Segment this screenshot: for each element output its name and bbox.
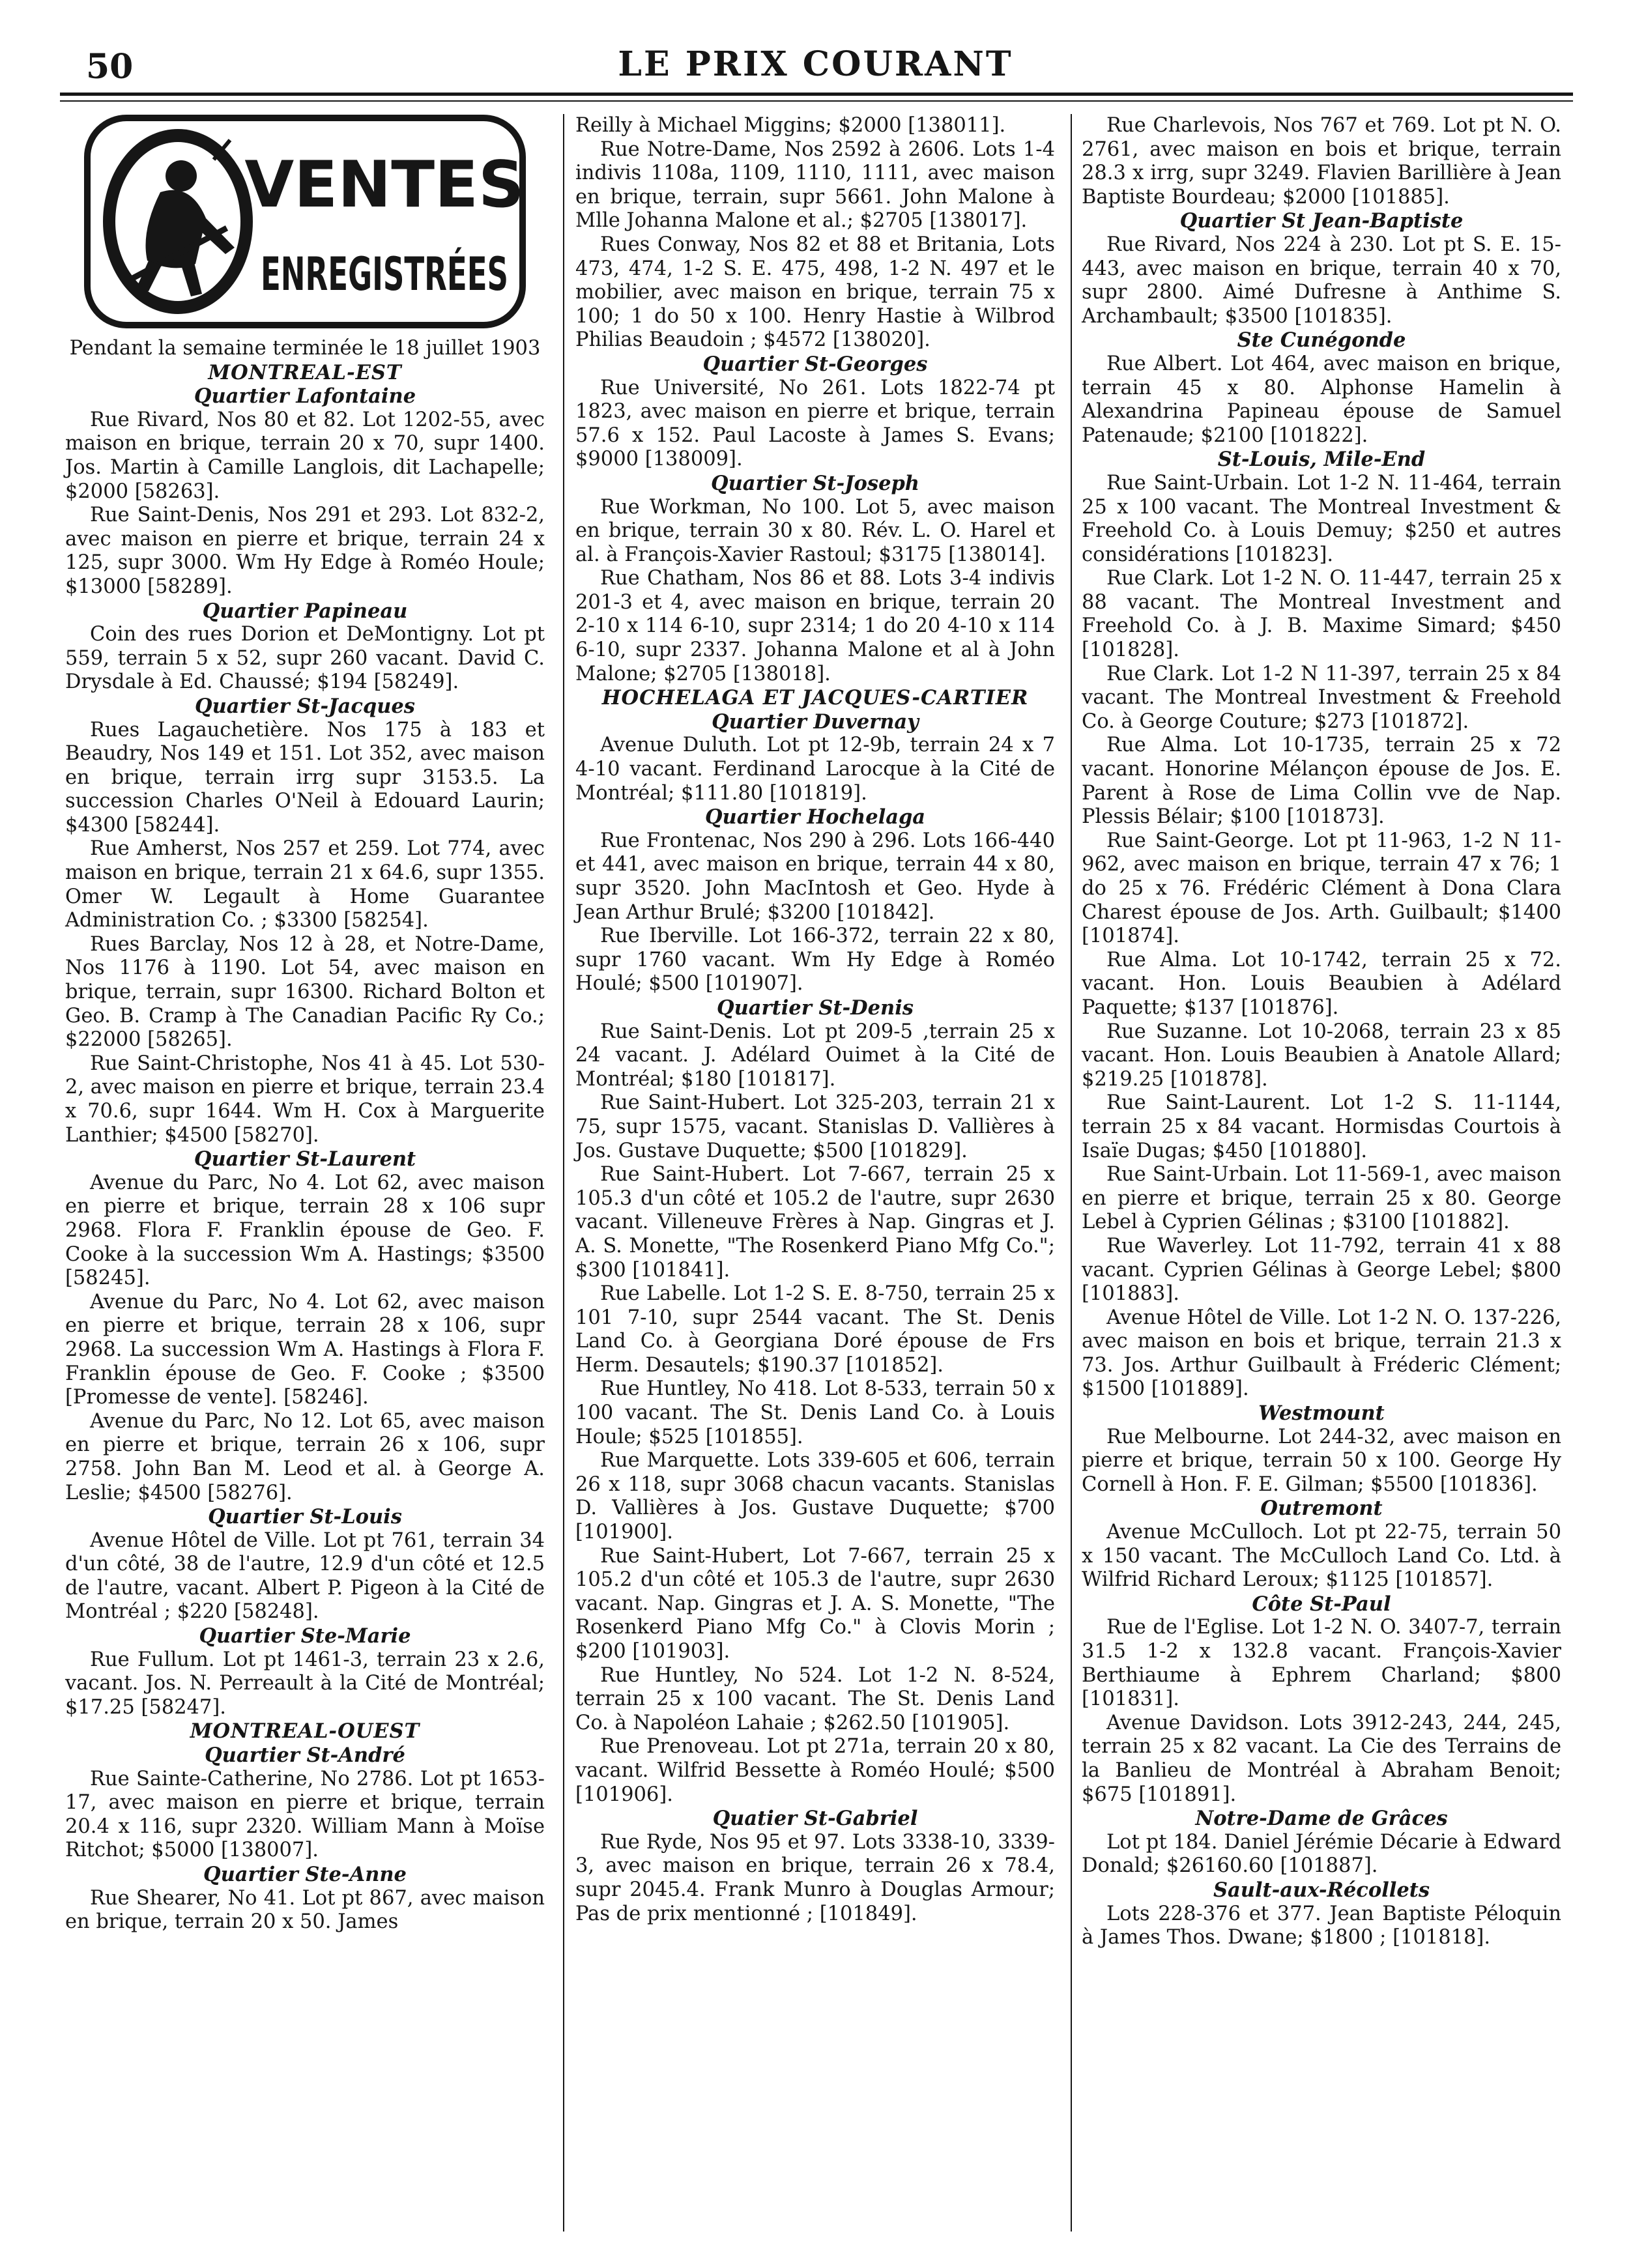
district-heading: Quartier Duvernay bbox=[712, 710, 919, 734]
district-heading: Quartier St-Joseph bbox=[711, 471, 919, 495]
sale-entry: Avenue Hôtel de Ville. Lot 1-2 N. O. 137-226, avec maison en bois et brique, terrain 21.3 x 73. Jos. Arthur Guilbault à Fréderic Clément; $1500 [101889]. bbox=[1082, 1306, 1561, 1401]
sale-entry: Rue Albert. Lot 464, avec maison en brique, terrain 45 x 80. Alphonse Hamelin à Alexandrina Papineau épouse de Samuel Patenaude; $2100 [101822]. bbox=[1082, 352, 1561, 447]
week-caption: Pendant la semaine terminée le 18 juillet 1903 bbox=[69, 337, 541, 360]
sale-entry: Rue Saint-Urbain. Lot 1-2 N. 11-464, terrain 25 x 100 vacant. The Montreal Investment & Freehold Co. à Louis Demuy; $250 et autres considérations [101823]. bbox=[1082, 471, 1561, 566]
sale-entry: Lots 228-376 et 377. Jean Baptiste Péloquin à James Thos. Dwane; $1800 ; [101818]. bbox=[1082, 1902, 1561, 1949]
column-3-entries bbox=[1082, 114, 1561, 1950]
sale-entry: Avenue du Parc, No 4. Lot 62, avec maison en pierre et brique, terrain 28 x 106, supr 2968. La succession Wm A. Hastings à Flora F. Franklin épouse de Geo. F. Cooke ; $3500 [Promesse de vente]. [58246]. bbox=[65, 1290, 545, 1409]
sale-entry: Rue Prenoveau. Lot pt 271a, terrain 20 x 80, vacant. Wilfrid Bessette à Roméo Houlé; $500 [101906]. bbox=[575, 1735, 1055, 1806]
district-heading: Ste Cunégonde bbox=[1237, 328, 1406, 352]
column-3 bbox=[1082, 114, 1561, 2235]
district-heading: Sault-aux-Récollets bbox=[1213, 1878, 1430, 1902]
column-2 bbox=[575, 114, 1055, 2235]
sale-entry: Rue Sainte-Catherine, No 2786. Lot pt 1653-17, avec maison en pierre et brique, terrain 20.4 x 116, supr 2320. William Mann à Moïse Ritchot; $5000 [138007]. bbox=[65, 1767, 545, 1862]
sale-entry: Rue Alma. Lot 10-1742, terrain 25 x 72. vacant. Hon. Louis Beaubien à Adélard Paquette; $137 [101876]. bbox=[1082, 948, 1561, 1019]
sale-entry: Lot pt 184. Daniel Jérémie Décarie à Edward Donald; $26160.60 [101887]. bbox=[1082, 1830, 1561, 1878]
sale-entry: Rue Huntley, No 418. Lot 8-533, terrain 50 x 100 vacant. The St. Denis Land Co. à Louis Houle; $525 [101855]. bbox=[575, 1377, 1055, 1448]
district-heading: Quartier Hochelaga bbox=[704, 805, 926, 829]
sale-entry: Rue Rivard, Nos 224 à 230. Lot pt S. E. 15-443, avec maison en brique, terrain 40 x 70, supr 2800. Aimé Dufresne à Anthime S. Archambault; $3500 [101835]. bbox=[1082, 233, 1561, 328]
column-1 bbox=[65, 114, 545, 2235]
district-heading: Quartier St-Jacques bbox=[195, 694, 415, 718]
sale-entry: Rue Shearer, No 41. Lot pt 867, avec maison en brique, terrain 20 x 50. James bbox=[65, 1886, 545, 1934]
district-heading: Westmount bbox=[1258, 1401, 1385, 1426]
sale-entry: Rue Fullum. Lot pt 1461-3, terrain 23 x 2.6, vacant. Jos. N. Perreault à la Cité de Montréal; $17.25 [58247]. bbox=[65, 1648, 545, 1719]
sale-entry: Rue Clark. Lot 1-2 N 11-397, terrain 25 x 84 vacant. The Montreal Investment & Freehold Co. à George Couture; $273 [101872]. bbox=[1082, 662, 1561, 733]
sale-entry: Rue Saint-Hubert. Lot 7-667, terrain 25 x 105.3 d'un côté et 105.2 de l'autre, supr 2630 vacant. Villeneuve Frères à Nap. Gingras et J. A. S. Monette, "The Rosenkerd Piano Mfg Co."; $300 [101841]. bbox=[575, 1163, 1055, 1282]
sale-entry: Coin des rues Dorion et DeMontigny. Lot pt 559, terrain 5 x 52, supr 260 vacant. David C. Drysdale à Ed. Chaussé; $194 [58249]. bbox=[65, 623, 545, 694]
district-heading: Quartier St-Denis bbox=[717, 996, 914, 1020]
sale-entry: Rue Université, No 261. Lots 1822-74 pt 1823, avec maison en pierre et brique, terrain 57.6 x 152. Paul Lacoste à James S. Evans; $9000 [138009]. bbox=[575, 376, 1055, 471]
section-heading: HOCHELAGA ET JACQUES-CARTIER bbox=[601, 686, 1029, 710]
district-heading: Quartier Lafontaine bbox=[194, 384, 416, 409]
sale-entry: Rue Amherst, Nos 257 et 259. Lot 774, avec maison en brique, terrain 21 x 64.6, supr 1355. Omer W. Legault à Home Guarantee Administration Co. ; $3300 [58254]. bbox=[65, 837, 545, 932]
sale-entry: Rue Frontenac, Nos 290 à 296. Lots 166-440 et 441, avec maison en brique, terrain 44 x 80, supr 3520. John MacIntosh et Geo. Hyde à Jean Arthur Brulé; $3200 [101842]. bbox=[575, 829, 1055, 924]
sale-entry: Rue Notre-Dame, Nos 2592 à 2606. Lots 1-4 indivis 1108a, 1109, 1110, 1111, avec maison en brique, terrain, supr 5661. John Malone à Mlle Johanna Malone et al.; $2705 [138017]. bbox=[575, 137, 1055, 233]
sale-entry: Rue Saint-Hubert. Lot 325-203, terrain 21 x 75, supr 1575, vacant. Stanislas D. Vallières à Jos. Gustave Duquette; $500 [101829]. bbox=[575, 1091, 1055, 1162]
sale-entry: Rue Saint-Laurent. Lot 1-2 S. 11-1144, terrain 25 x 84 vacant. Hormisdas Courtois à Isaïe Dugas; $450 [101880]. bbox=[1082, 1091, 1561, 1162]
sale-entry: Avenue Hôtel de Ville. Lot pt 761, terrain 34 d'un côté, 38 de l'autre, 12.9 d'un côté et 12.5 de l'autre, vacant. Albert P. Pigeon à la Cité de Montréal ; $220 [58248]. bbox=[65, 1529, 545, 1624]
column-separator bbox=[563, 114, 564, 2232]
sale-entry: Rue Clark. Lot 1-2 N. O. 11-447, terrain 25 x 88 vacant. The Montreal Investment and Freehold Co. à J. B. Maxime Simard; $450 [101828]. bbox=[1082, 567, 1561, 662]
sale-entry: Rue Charlevois, Nos 767 et 769. Lot pt N. O. 2761, avec maison en bois et brique, terrain 28.3 x irrg, supr 3249. Flavien Barillière à Jean Baptiste Bourdeau; $2000 [101885]. bbox=[1082, 114, 1561, 208]
page-title: LE PRIX COURANT bbox=[618, 44, 1013, 84]
section-heading: MONTREAL-OUEST bbox=[190, 1719, 420, 1744]
column-1-entries bbox=[65, 361, 545, 1934]
sale-entry: Rue Melbourne. Lot 244-32, avec maison en pierre et brique, terrain 50 x 100. George Hy Cornell à Hon. F. E. Gilman; $5500 [101836]. bbox=[1082, 1425, 1561, 1496]
sale-entry: Rue Alma. Lot 10-1735, terrain 25 x 72 vacant. Honorine Mélançon épouse de Jos. E. Parent à Rose de Lima Collin vve de Nap. Plessis Bélair; $100 [101873]. bbox=[1082, 734, 1561, 829]
sale-entry: Rue Suzanne. Lot 10-2068, terrain 23 x 85 vacant. Hon. Louis Beaubien à Anatole Allard; $219.25 [101878]. bbox=[1082, 1020, 1561, 1091]
ventes-enregistrees-logo bbox=[83, 114, 527, 329]
sale-entry: Rue Labelle. Lot 1-2 S. E. 8-750, terrain 25 x 101 7-10, supr 2544 vacant. The St. Denis Land Co. à Georgiana Doré épouse de Frs Herm. Desautels; $190.37 [101852]. bbox=[575, 1282, 1055, 1377]
page-number: 50 bbox=[86, 47, 134, 87]
district-heading: Côte St-Paul bbox=[1252, 1592, 1391, 1616]
district-heading: Quatier St-Gabriel bbox=[712, 1807, 918, 1831]
sale-entry: Rue Chatham, Nos 86 et 88. Lots 3-4 indivis 201-3 et 4, avec maison en brique, terrain 20 2-10 x 114 6-10, supr 2314; 1 do 20 4-10 x 114 6-10, supr 2337. Johanna Malone et al à John Malone; $2705 [138018]. bbox=[575, 567, 1055, 685]
sale-entry: Avenue McCulloch. Lot pt 22-75, terrain 50 x 150 vacant. The McCulloch Land Co. Ltd. à Wilfrid Richard Leroux; $1125 [101857]. bbox=[1082, 1521, 1561, 1592]
logo-graphic bbox=[83, 114, 527, 329]
sale-entry: Rue Workman, No 100. Lot 5, avec maison en brique, terrain 30 x 80. Rév. L. O. Harel et al. à François-Xavier Rastoul; $3175 [138014]. bbox=[575, 495, 1055, 566]
sale-entry: Rue Marquette. Lots 339-605 et 606, terrain 26 x 118, supr 3068 chacun vacants. Stanislas D. Vallières à Jos. Gustave Duquette; $700 [101900]. bbox=[575, 1449, 1055, 1544]
sale-entry-continued: Reilly à Michael Miggins; $2000 [138011]. bbox=[575, 114, 1006, 137]
sale-entry: Rue Saint-Christophe, Nos 41 à 45. Lot 530-2, avec maison en pierre et brique, terrain 23.4 x 70.6, supr 1644. Wm H. Cox à Marguerite Lanthier; $4500 [58270]. bbox=[65, 1052, 545, 1147]
district-heading: Notre-Dame de Grâces bbox=[1195, 1807, 1448, 1831]
sale-entry: Rue Saint-George. Lot pt 11-963, 1-2 N 11-962, avec maison en brique, terrain 47 x 76; 1 do 25 x 76. Frédéric Clément à Dona Clara Charest épouse de Jos. Arth. Guilbault; $1400 [101874]. bbox=[1082, 829, 1561, 948]
sale-entry: Avenue Duluth. Lot pt 12-9b, terrain 24 x 7 4-10 vacant. Ferdinand Larocque à la Cité de Montréal; $111.80 [101819]. bbox=[575, 734, 1055, 805]
district-heading: Quartier Papineau bbox=[202, 599, 408, 623]
sale-entry: Rues Barclay, Nos 12 à 28, et Notre-Dame, Nos 1176 à 1190. Lot 54, avec maison en brique, terrain, supr 16300. Richard Bolton et Geo. B. Cramp à The Canadian Pacific Ry Co.; $22000 [58265]. bbox=[65, 932, 545, 1052]
section-heading: MONTREAL-EST bbox=[208, 360, 402, 384]
header-rule bbox=[60, 93, 1573, 96]
district-heading: St-Louis, Mile-End bbox=[1217, 448, 1426, 472]
column-2-entries bbox=[575, 114, 1055, 1926]
sale-entry: Rue Saint-Denis. Lot pt 209-5 ,terrain 25 x 24 vacant. J. Adélard Ouimet à la Cité de Montréal; $180 [101817]. bbox=[575, 1020, 1055, 1091]
column-separator bbox=[1071, 114, 1072, 2232]
header-rule-thin bbox=[60, 100, 1573, 102]
district-heading: Quartier Ste-Marie bbox=[199, 1624, 411, 1648]
sale-entry: Rue Saint-Denis, Nos 291 et 293. Lot 832-2, avec maison en pierre et brique, terrain 24 x 125, supr 3000. Wm Hy Edge à Roméo Houle; $13000 [58289]. bbox=[65, 504, 545, 598]
sale-entry: Avenue du Parc, No 4. Lot 62, avec maison en pierre et brique, terrain 28 x 106 supr 2968. Flora F. Franklin épouse de Geo. F. Cooke à la succession Wm A. Hastings; $3500 [58245]. bbox=[65, 1171, 545, 1290]
district-heading: Quartier St-Laurent bbox=[194, 1147, 416, 1171]
sale-entry: Rues Conway, Nos 82 et 88 et Britania, Lots 473, 474, 1-2 S. E. 475, 498, 1-2 N. 497 et le mobilier, avec maison en brique, terrain 75 x 100; 1 do 50 x 100. Henry Hastie à Wilbrod Philias Beaudoin ; $4572 [138020]. bbox=[575, 233, 1055, 352]
sale-entry: Rue Waverley. Lot 11-792, terrain 41 x 88 vacant. Cyprien Gélinas à George Lebel; $800 [101883]. bbox=[1082, 1234, 1561, 1306]
sale-entry: Rues Lagauchetière. Nos 175 à 183 et Beaudry, Nos 149 et 151. Lot 352, avec maison en brique, terrain irrg supr 3153.5. La succession Charles O'Neil à Edouard Laurin; $4300 [58244]. bbox=[65, 718, 545, 837]
logo-text-ventes: VENTES bbox=[244, 148, 525, 222]
district-heading: Quartier St-Louis bbox=[208, 1505, 402, 1529]
district-heading: Quartier Ste-Anne bbox=[203, 1863, 407, 1886]
district-heading: Quartier St Jean-Baptiste bbox=[1179, 209, 1464, 233]
sale-entry: Avenue du Parc, No 12. Lot 65, avec maison en pierre et brique, terrain 26 x 106, supr 2758. John Ban M. Leod et al. à George A. Leslie; $4500 [58276]. bbox=[65, 1409, 545, 1504]
sale-entry: Rue Saint-Hubert, Lot 7-667, terrain 25 x 105.2 d'un côté et 105.3 de l'autre, supr 2630 vacant. Nap. Gingras et J. A. S. Monette, "The Rosenkerd Piano Mfg Co." à Clovis Morin ; $200 [101903]. bbox=[575, 1544, 1055, 1663]
district-heading: Quartier St-André bbox=[205, 1744, 405, 1768]
sale-entry: Rue Saint-Urbain. Lot 11-569-1, avec maison en pierre et brique, terrain 25 x 80. George Lebel à Cyprien Gélinas ; $3100 [101882]. bbox=[1082, 1163, 1561, 1234]
district-heading: Outremont bbox=[1260, 1497, 1383, 1521]
logo-text-enregistrees: ENREGISTRÉES bbox=[261, 248, 508, 301]
sale-entry: Rue Ryde, Nos 95 et 97. Lots 3338-10, 3339-3, avec maison en brique, terrain 26 x 78.4, supr 2045.4. Frank Munro à Douglas Armour; Pas de prix mentionné ; [101849]. bbox=[575, 1830, 1055, 1925]
sale-entry: Avenue Davidson. Lots 3912-243, 244, 245, terrain 25 x 82 vacant. La Cie des Terrains de la Banlieu de Montréal à Abraham Benoit; $675 [101891]. bbox=[1082, 1711, 1561, 1806]
sale-entry: Rue Iberville. Lot 166-372, terrain 22 x 80, supr 1760 vacant. Wm Hy Edge à Roméo Houlé; $500 [101907]. bbox=[575, 925, 1055, 996]
sale-entry: Rue Rivard, Nos 80 et 82. Lot 1202-55, avec maison en brique, terrain 20 x 70, supr 1400. Jos. Martin à Camille Langlois, dit Lachapelle; $2000 [58263]. bbox=[65, 408, 545, 503]
sale-entry: Rue de l'Eglise. Lot 1-2 N. O. 3407-7, terrain 31.5 1-2 x 132.8 vacant. François-Xavier Berthiaume à Ephrem Charland; $800 [101831]. bbox=[1082, 1616, 1561, 1711]
district-heading: Quartier St-Georges bbox=[702, 352, 928, 376]
sale-entry: Rue Huntley, No 524. Lot 1-2 N. 8-524, terrain 25 x 100 vacant. The St. Denis Land Co. à Napoléon Lahaie ; $262.50 [101905]. bbox=[575, 1663, 1055, 1734]
